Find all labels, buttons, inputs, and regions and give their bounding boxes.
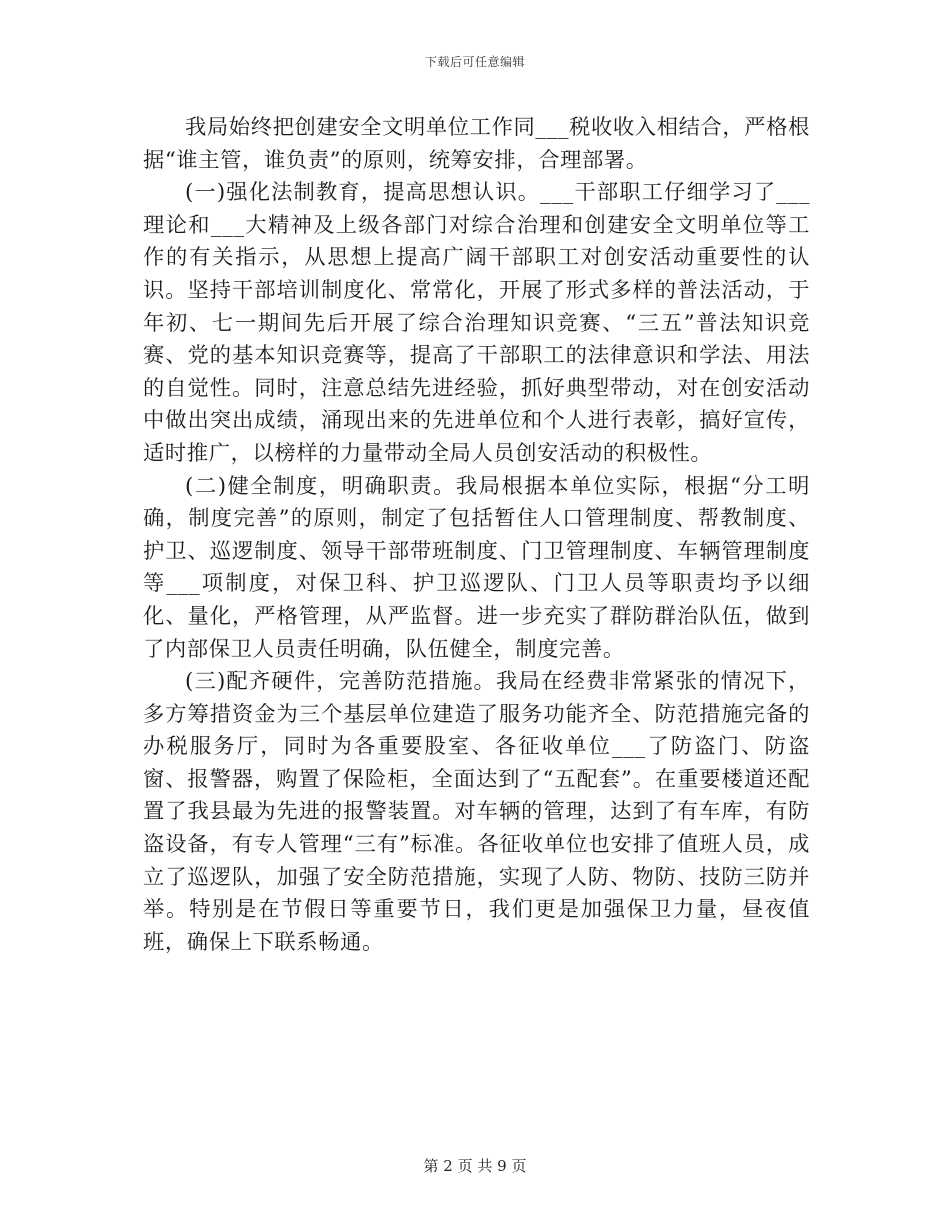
page-number: 第 2 页 共 9 页 xyxy=(423,1157,527,1175)
page-header: 下载后可任意编辑 xyxy=(424,55,525,69)
document-body xyxy=(143,112,810,959)
paragraph-intro: 我局始终把创建安全文明单位工作同___税收收入相结合，严格根据“谁主管，谁负责”的原则，统筹安排，合理部署。 xyxy=(143,115,810,173)
paragraph-section-1: (一)强化法制教育，提高思想认识。___干部职工仔细学习了___理论和___大精神及上级各部门对综合治理和创建安全文明单位等工作的有关指示，从思想上提高广阔干部职工对创安活动重要性的认识。坚持干部培训制度化、常常化，开展了形式多样的普法活动，于年初、七一期间先后开展了综合治理知识竞赛、“三五”普法知识竞赛、党的基本知识竞赛等，提高了干部职工的法律意识和学法、用法的自觉性。同时，注意总结先进经验，抓好典型带动，对在创安活动中做出突出成绩，涌现出来的先进单位和个人进行表彰，搞好宣传，适时推广，以榜样的力量带动全局人员创安活动的积极性。 xyxy=(143,180,810,466)
paragraph-section-2: (二)健全制度，明确职责。我局根据本单位实际，根据“分工明确，制度完善”的原则，制定了包括暂住人口管理制度、帮教制度、护卫、巡逻制度、领导干部带班制度、门卫管理制度、车辆管理制度等___项制度，对保卫科、护卫巡逻队、门卫人员等职责均予以细化、量化，严格管理，从严监督。进一步充实了群防群治队伍，做到了内部保卫人员责任明确，队伍健全，制度完善。 xyxy=(143,473,810,662)
paragraph-section-3: (三)配齐硬件，完善防范措施。我局在经费非常紧张的情况下，多方筹措资金为三个基层单位建造了服务功能齐全、防范措施完备的办税服务厅，同时为各重要股室、各征收单位___了防盗门、防盗窗、报警器，购置了保险柜，全面达到了“五配套”。在重要楼道还配置了我县最为先进的报警装置。对车辆的管理，达到了有车库，有防盗设备，有专人管理“三有”标准。各征收单位也安排了值班人员，成立了巡逻队，加强了安全防范措施，实现了人防、物防、技防三防并举。特别是在节假日等重要节日，我们更是加强保卫力量，昼夜值班，确保上下联系畅通。 xyxy=(143,669,810,955)
